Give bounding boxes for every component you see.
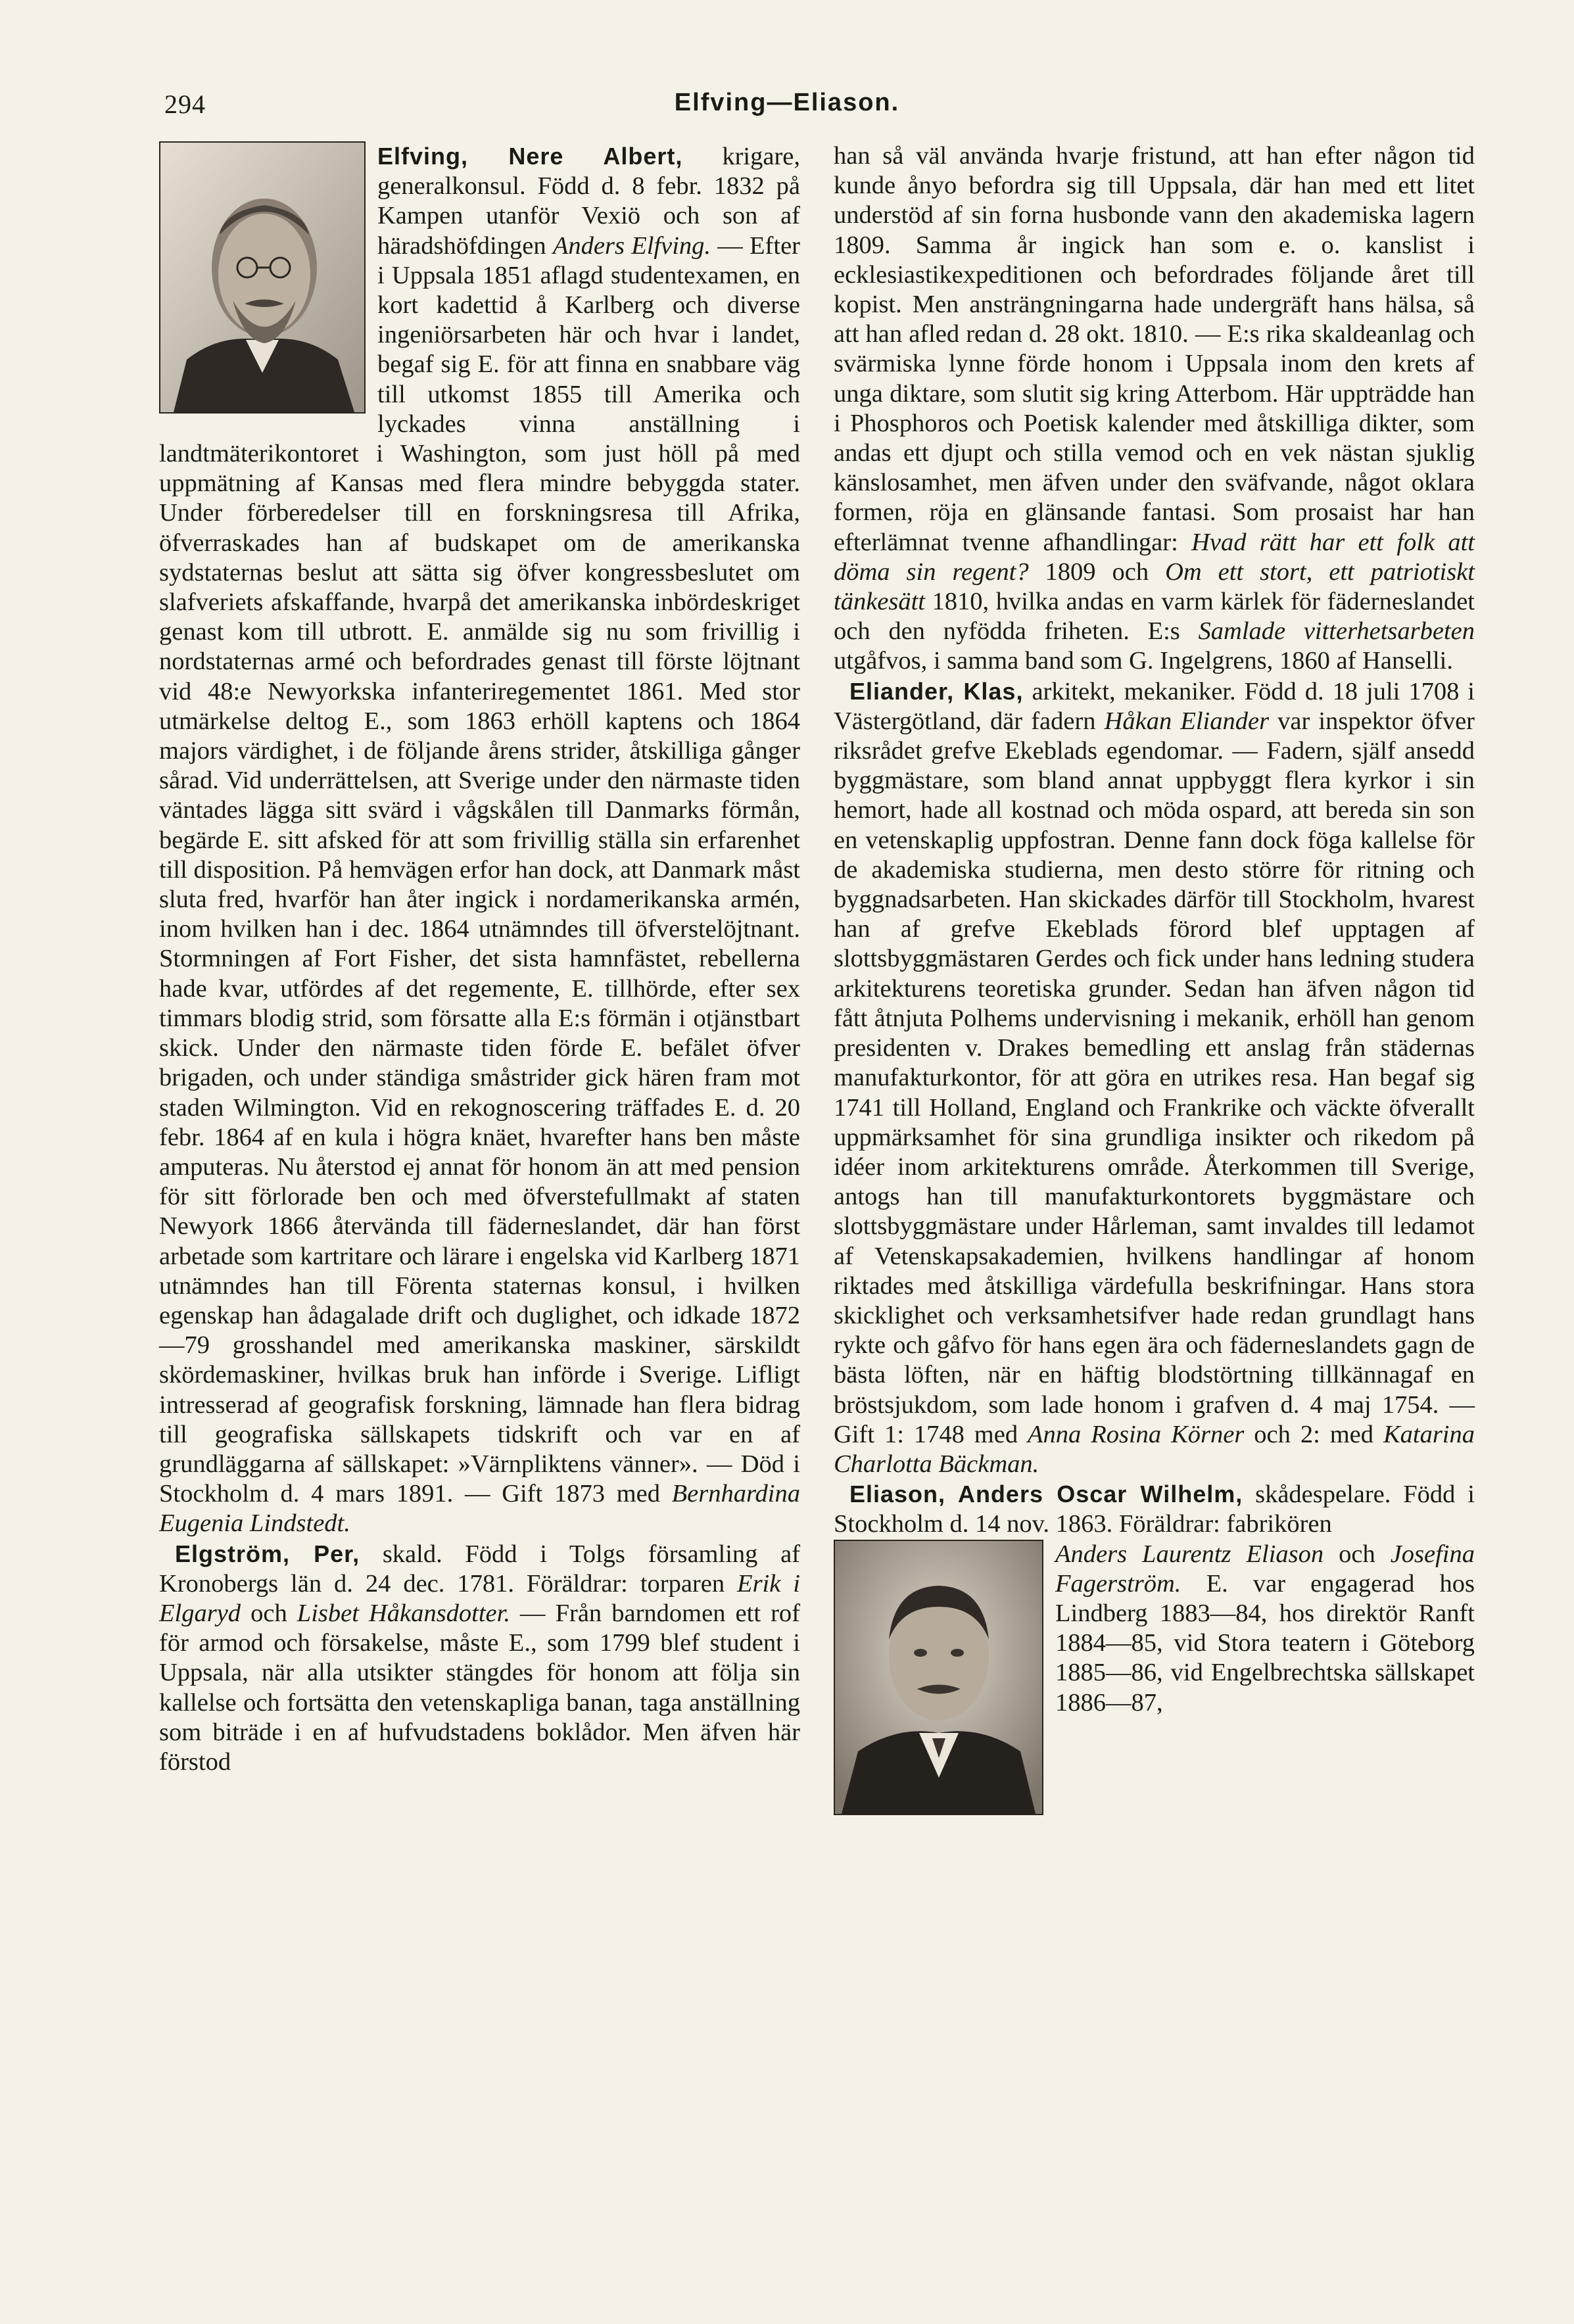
father-name: Anders Elfving. <box>552 231 711 260</box>
entry-text: och 2: med <box>1244 1420 1383 1448</box>
entry-text: E. var engagerad hos Lindberg 1883—84, hos direktör Ranft 1884—85, vid Stora teatern i Göteborg 1885—86, vid Engelbrechtska sällskapet 1886—87, <box>1055 1569 1475 1717</box>
entry-name-eliander: Eliander, Klas, <box>849 677 1024 705</box>
entry-text: 1809 och <box>1028 557 1166 586</box>
wife-name: Katarina Charlotta Bäckman. <box>834 1420 1475 1478</box>
entry-eliason-body <box>834 1540 1475 1718</box>
entry-elgstrom <box>159 1539 800 1778</box>
entry-text: krigare, generalkonsul. Född d. 8 febr. 1832 på Kampen utanför Vexiö och son af häradshöfdingen <box>377 143 800 260</box>
portrait-eliason <box>834 1540 1043 1815</box>
entry-text: — Från barndomen ett rof för armod och försakelse, måste E., som 1799 blef student i Uppsala, när alla utsikter stängdes för honom att följa sin kallelse och fortsätta den vetenskapliga banan, taga anställning som biträde i en af hufvudstadens boklådor. Men äfven här förstod <box>159 1599 800 1776</box>
mother-name: Lisbet Håkansdotter. <box>297 1599 510 1627</box>
entry-name-elgstrom: Elgström, Per, <box>175 1540 360 1567</box>
entry-text: och <box>1324 1540 1391 1568</box>
entry-elgstrom-continued <box>834 141 1475 676</box>
entry-name-elfving: Elfving, Nere Albert, <box>377 143 683 170</box>
entry-text: skådespelare. Född i Stockholm d. 14 nov. 1863. Föräldrar: fabrikören <box>834 1481 1475 1538</box>
entry-name-eliason: Eliason, Anders Oscar Wilhelm, <box>849 1481 1243 1508</box>
portrait-eliason-image <box>835 1541 1042 1814</box>
wife-name: Bernhardina Eugenia Lindstedt. <box>159 1480 800 1538</box>
father-name: Erik i Elgaryd <box>159 1569 800 1627</box>
work-title: Samlade vitterhetsarbeten <box>1198 617 1475 646</box>
entry-text: och <box>241 1599 297 1627</box>
entry-text: var inspektor öfver riksrådet grefve Ekeblads egendomar. — Fadern, själf ansedd byggmästare, som bland annat uppbyggt flera kyrkor i sin hemort, hade all kostnad och möda ospard, att bereda sin son en vetenskaplig uppfostran. Denne fann dock föga kallelse för de akademiska studierna, men desto större för ritning och byggnadsarbeten. Han skickades därför till Stockholm, hvarest han af grefve Ekeblads förord blef upptagen af slottsbyggmästaren Gerdes och fick under hans ledning studera arkitekturens teoretiska grunder. Sedan han äfven någon tid fått åtnjuta Polhems undervisning i mekanik, erhöll han genom presidenten v. Drakes bemedling ett anslag från städernas manufakturkontor, för att göra en utrikes resa. Han begaf sig 1741 till Holland, England och Frankrike och väckte öfverallt uppmärksamhet för sina grundliga insikter och rikedom på idéer inom arkitekturens område. Återkommen till Sverige, antogs han till manufakturkontorets byggmästare och slottsbyggmästare under Hårleman, samt invaldes till ledamot af Vetenskapsakademien, hvilkens handlingar af honom riktades med åtskilliga värdefulla beskrifningar. Hans stora skicklighet och verksamhetsifver hade redan grundlagt hans rykte och gåfvo för hans egen ära och fäderneslandets gagn de bästa löften, när en häftig blodstörtning tillkännagaf en bröstsjukdom, som lade honom i grafven d. 4 maj 1754. — Gift 1: 1748 med <box>834 707 1475 1448</box>
left-column <box>159 141 800 1777</box>
entry-text: han så väl använda hvarje fristund, att han efter någon tid kunde ånyo befordra sig till Uppsala, där han med ett litet understöd af sin forna husbonde vann den akademiska lagern 1809. Samma år ingick han som e. o. kanslist i ecklesiastikexpeditionen och befordrades följande året till kopist. Men ansträngningarna hade undergräft hans hälsa, så att han afled redan d. 28 okt. 1810. — E:s rika skaldeanlag och svärmiska lynne förde honom i Uppsala inom den krets af unga diktare, som slutit sig kring Atterbom. Här uppträdde han i Phosphoros och Poetisk kalender med åtskilliga dikter, som andas ett djupt och stilla vemod och en vek nästan sjuklig känslosamhet, men äfven under den sväfvande, något oklara formen, röja en glänsande fantasi. Som prosaist har han efterlämnat tvenne afhandlingar: <box>834 142 1475 556</box>
portrait-elfving <box>159 141 366 414</box>
entry-elfving <box>159 141 800 1539</box>
entry-eliason <box>834 1479 1475 1539</box>
work-title: Hvad rätt har ett folk att döma sin regent? <box>834 528 1475 586</box>
father-name: Håkan Eliander <box>1104 707 1270 735</box>
running-head: Elfving—Eliason. <box>674 89 900 116</box>
right-column <box>834 141 1475 1819</box>
father-name: Anders Laurentz Eliason <box>1055 1540 1324 1568</box>
work-title: Om ett stort, ett patriotiskt tänkesätt <box>834 557 1475 616</box>
entry-text: — Efter i Uppsala 1851 aflagd studentexamen, en kort kadettid å Karlberg och diverse ingeniörsarbeten här och hvar i landet, begaf sig E. för att finna en snabbare väg till utkomst 1855 till Amerika och lyckades vinna anställning i landtmäterikontoret i Washington, som just höll på med uppmätning af Kansas med flera mindre bebyggda stater. Under förberedelser till en forskningsresa till Afrika, öfverraskades han af budskapet om de amerikanska sydstaternas beslut att sätta sig öfver kongressbeslutet om slafveriets afskaffande, hvarpå det amerikanska inbördeskriget genast kom till utbrott. E. anmälde sig nu som frivillig i nordstaternas armé och befordrades genast till förste löjtnant vid 48:e Newyorkska infanteriregementet 1861. Med stor utmärkelse deltog E., som 1863 erhöll kaptens och 1864 majors värdighet, i de följande årens strider, åtskilliga gånger sårad. Vid underrättelsen, att Sverige under den närmaste tiden väntades lägga sitt svärd i vågskålen till Danmarks förmån, begärde E. sitt afsked för att som frivillig ställa sin erfarenhet till disposition. På hemvägen erfor han dock, att Danmark måst sluta fred, hvarför han åter ingick i nordamerikanska armén, inom hvilken han i dec. 1864 utnämndes till öfverstelöjtnant. Stormningen af Fort Fisher, det sista hamnfästet, rebellerna hade kvar, utfördes af det regemente, E. tillhörde, efter sex timmars blodig strid, som försatte alla E:s förmän i otjänstbart skick. Under den närmaste tiden förde E. befälet öfver brigaden, och under ständiga småstrider gick hären fram mot staden Wilmington. Vid en rekognoscering träffades E. d. 20 febr. 1864 af en kula i högra knäet, hvarefter hans ben måste amputeras. Nu återstod ej annat för honom än att med pension för sitt förlorade ben och med öfverstefullmakt af staten Newyork 1866 återvända till fäderneslandet, där han först arbetade som kartritare och lärare i engelska vid Karlberg 1871 utnämndes han till Förenta staternas konsul, i hvilken egenskap han ådagalade drift och duglighet, och idkade 1872—79 grosshandel med amerikanska maskiner, särskildt skördemaskiner, hvilkas bruk han införde i Sverige. Lifligt intresserad af geografisk forskning, lämnade han flera bidrag till geografiska sällskapets tidskrift och var en af grundläggarna af sällskapet: »Värnpliktens vänner». — Död i Stockholm d. 4 mars 1891. — Gift 1873 med <box>159 231 800 1508</box>
page-header <box>164 89 1410 128</box>
entry-text: 1810, hvilka andas en varm kärlek för fäderneslandet och den nyfödda friheten. E:s <box>834 588 1475 646</box>
mother-name: Josefina Fagerström. <box>1055 1540 1475 1598</box>
entry-text: utgåfvos, i samma band som G. Ingelgrens, 1860 af Hanselli. <box>834 647 1453 675</box>
entry-eliander <box>834 676 1475 1479</box>
page-number: 294 <box>164 89 206 119</box>
portrait-elfving-image <box>160 143 364 412</box>
entry-text: arkitekt, mekaniker. Född d. 18 juli 1708 i Västergötland, där fadern <box>834 677 1475 735</box>
wife-name: Anna Rosina Körner <box>1028 1420 1245 1448</box>
entry-text: skald. Född i Tolgs församling af Kronobergs län d. 24 dec. 1781. Föräldrar: torparen <box>159 1540 800 1598</box>
